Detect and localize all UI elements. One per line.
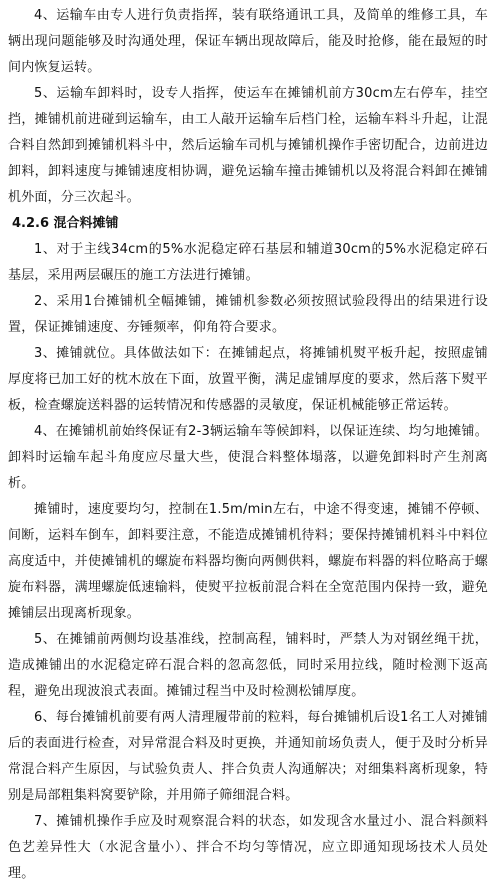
paragraph: 3、摊铺就位。具体做法如下：在摊铺起点，将摊铺机熨平板升起，按照虚铺厚度将已加工好的枕木放在下面，放置平衡，满足虚铺厚度的要求，然后落下熨平板，检查螺旋送料器的运转情况和传感器的灵敏度，保证机械能够正常运转。 (8, 346, 488, 413)
paragraph: 6、每台摊铺机前要有两人清理履带前的粒料，每台摊铺机后设1名工人对摊铺后的表面进行检查，对异常混合料及时更换，并通知前场负责人，便于及时分析异常混合料产生原因，与试验负责人、拌合负责人沟通解决；对细集料离析现象，特别是局部粗集料窝要铲除，并用筛子筛细混合料。 (8, 710, 488, 803)
paragraph: 7、摊铺机操作手应及时观察混合料的状态，如发现含水量过小、混合料颜料色艺差异性大（水泥含量小）、拌合不均匀等情况，应立即通知现场技术人员处理。 (8, 814, 488, 881)
paragraph: 4、在摊铺机前始终保证有2-3辆运输车等候卸料，以保证连续、均匀地摊铺。卸料时运输车起斗角度应尽量大些，使混合料整体塌落，以避免卸料时产生剂离析。 (8, 424, 488, 491)
paragraph: 4、运输车由专人进行负责指挥，装有联络通讯工具，及简单的维修工具，车辆出现问题能够及时沟通处理，保证车辆出现故障后，能及时抢修，能在最短的时间内恢复运转。 (8, 8, 488, 75)
paragraph: 摊铺时，速度要均匀，控制在1.5m/min左右，中途不得变速，摊铺不停顿、间断，运料车倒车，卸料要注意，不能造成摊铺机待料；要保持摊铺机料斗中料位高度适中，并使摊铺机的螺旋布料器均衡向两侧供料，螺旋布料器的料位略高于螺旋布料器，满埋螺旋低速输料，使熨平拉板前混合料在全宽范围内保持一致，避免摊铺层出现离析现象。 (8, 502, 488, 621)
paragraph: 5、在摊铺前两侧均设基准线，控制高程，铺料时，严禁人为对钢丝绳干扰，造成摊铺出的水泥稳定碎石混合料的忽高忽低，同时采用拉线，随时检测下返高程，避免出现波浪式表面。摊铺过程当中及时检测松铺厚度。 (8, 632, 488, 699)
paragraph: 1、对于主线34cm的5%水泥稳定碎石基层和辅道30cm的5%水泥稳定碎石基层，采用两层碾压的施工方法进行摊铺。 (8, 242, 488, 283)
paragraph: 5、运输车卸料时，设专人指挥，使运车在摊铺机前方30cm左右停车，挂空挡，摊铺机前进碰到运输车，由工人敲开运输车后档门栓，运输车料斗升起，让混合料自然卸到摊铺机料斗中，然后运输车司机与摊铺机操作手密切配合，边前进边卸料，卸料速度与摊铺速度相协调，避免运输车撞击摊铺机以及将混合料卸在摊铺机外面，分三次起斗。 (8, 86, 488, 205)
section-heading: 4.2.6 混合料摊铺 (12, 216, 119, 231)
paragraph: 2、采用1台摊铺机全幅摊铺，摊铺机参数必须按照试验段得出的结果进行设置，保证摊铺速度、夯锤频率，仰角符合要求。 (8, 294, 488, 335)
